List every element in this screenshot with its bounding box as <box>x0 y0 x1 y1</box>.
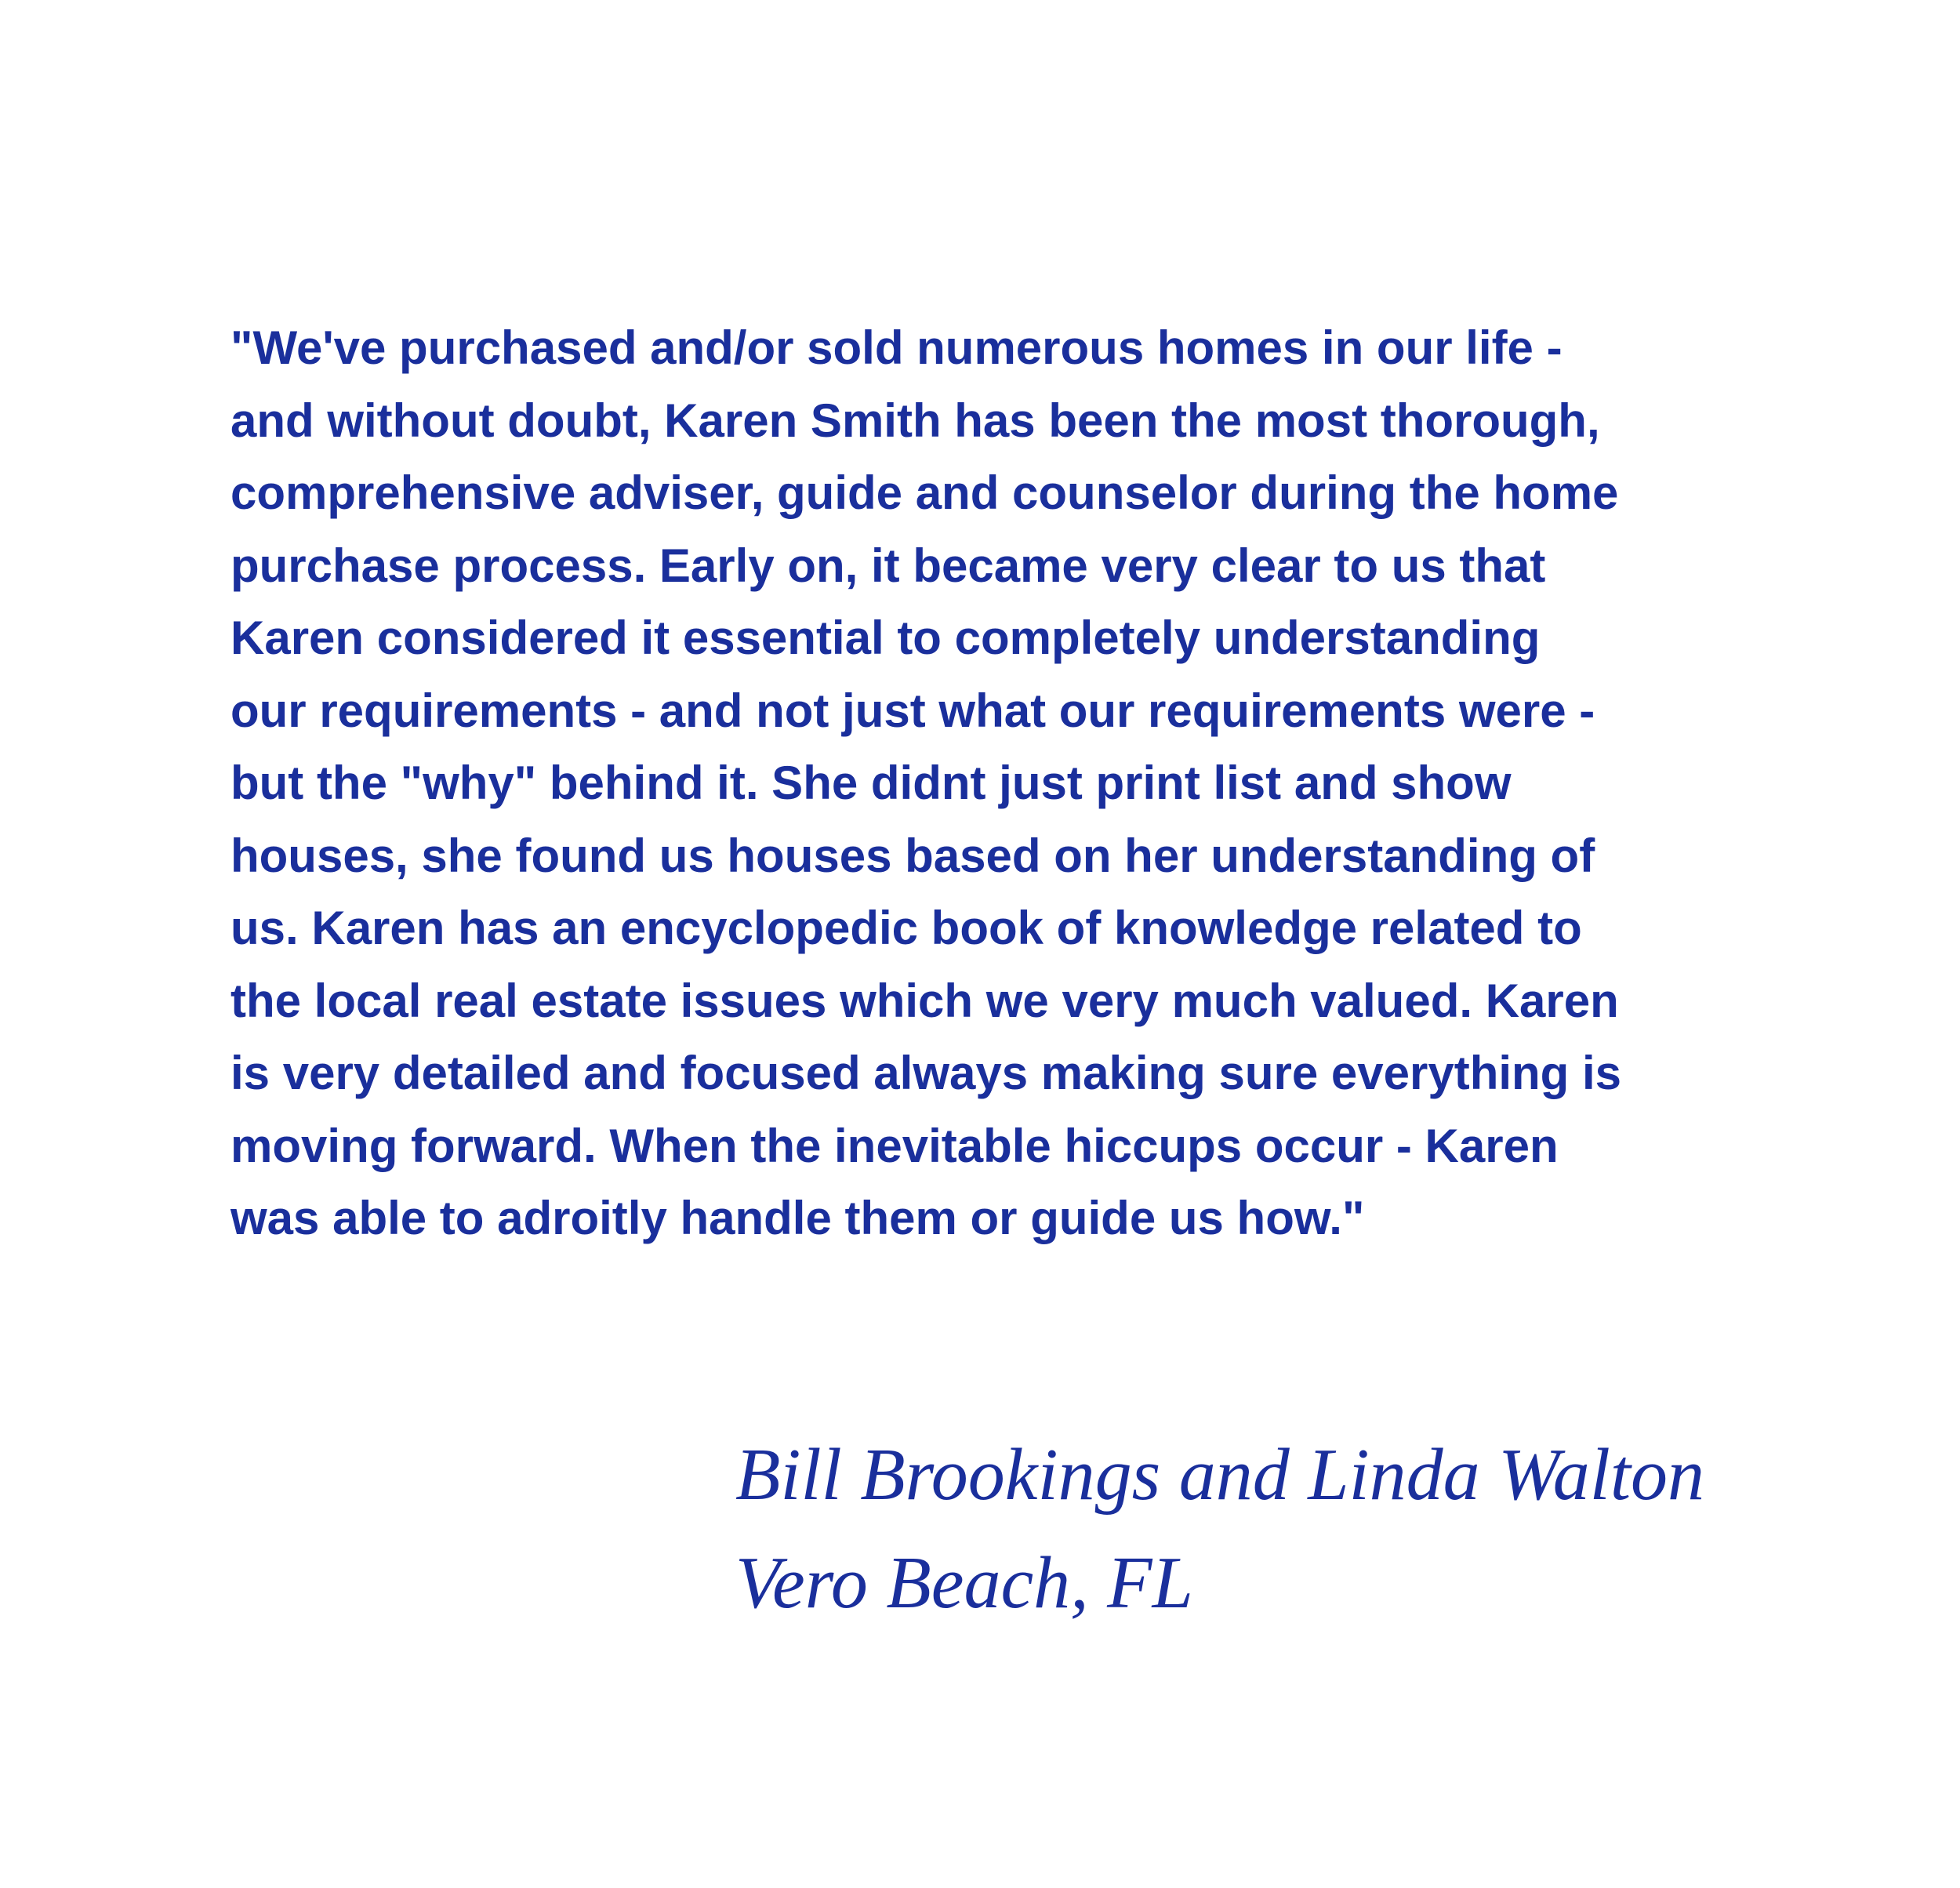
quote-line: "We've purchased and/or sold numerous homes in our life - <box>230 321 1563 374</box>
quote-line: was able to adroitly handle them or guide us how." <box>230 1192 1365 1244</box>
quote-line: is very detailed and focused always making sure everything is <box>230 1047 1622 1099</box>
quote-line: comprehensive adviser, guide and counselor during the home <box>230 467 1619 519</box>
quote-line: houses, she found us houses based on her understanding of <box>230 829 1595 882</box>
testimonial-quote <box>230 312 1838 1255</box>
quote-line: purchase process. Early on, it became very clear to us that <box>230 539 1546 592</box>
quote-line: the local real estate issues which we very much valued. Karen <box>230 974 1619 1027</box>
quote-line: us. Karen has an encyclopedic book of knowledge related to <box>230 902 1582 954</box>
attribution-location: Vero Beach, FL <box>735 1542 1193 1624</box>
quote-line: our requirements - and not just what our requirements were - <box>230 684 1595 737</box>
quote-line: but the "why" behind it. She didnt just print list and show <box>230 757 1512 809</box>
attribution-names: Bill Brookings and Linda Walton <box>735 1434 1704 1516</box>
quote-line: moving forward. When the inevitable hiccups occur - Karen <box>230 1119 1559 1172</box>
quote-line: Karen considered it essential to completely understanding <box>230 612 1541 664</box>
testimonial-attribution <box>735 1421 1911 1637</box>
quote-line: and without doubt, Karen Smith has been the most thorough, <box>230 394 1600 447</box>
